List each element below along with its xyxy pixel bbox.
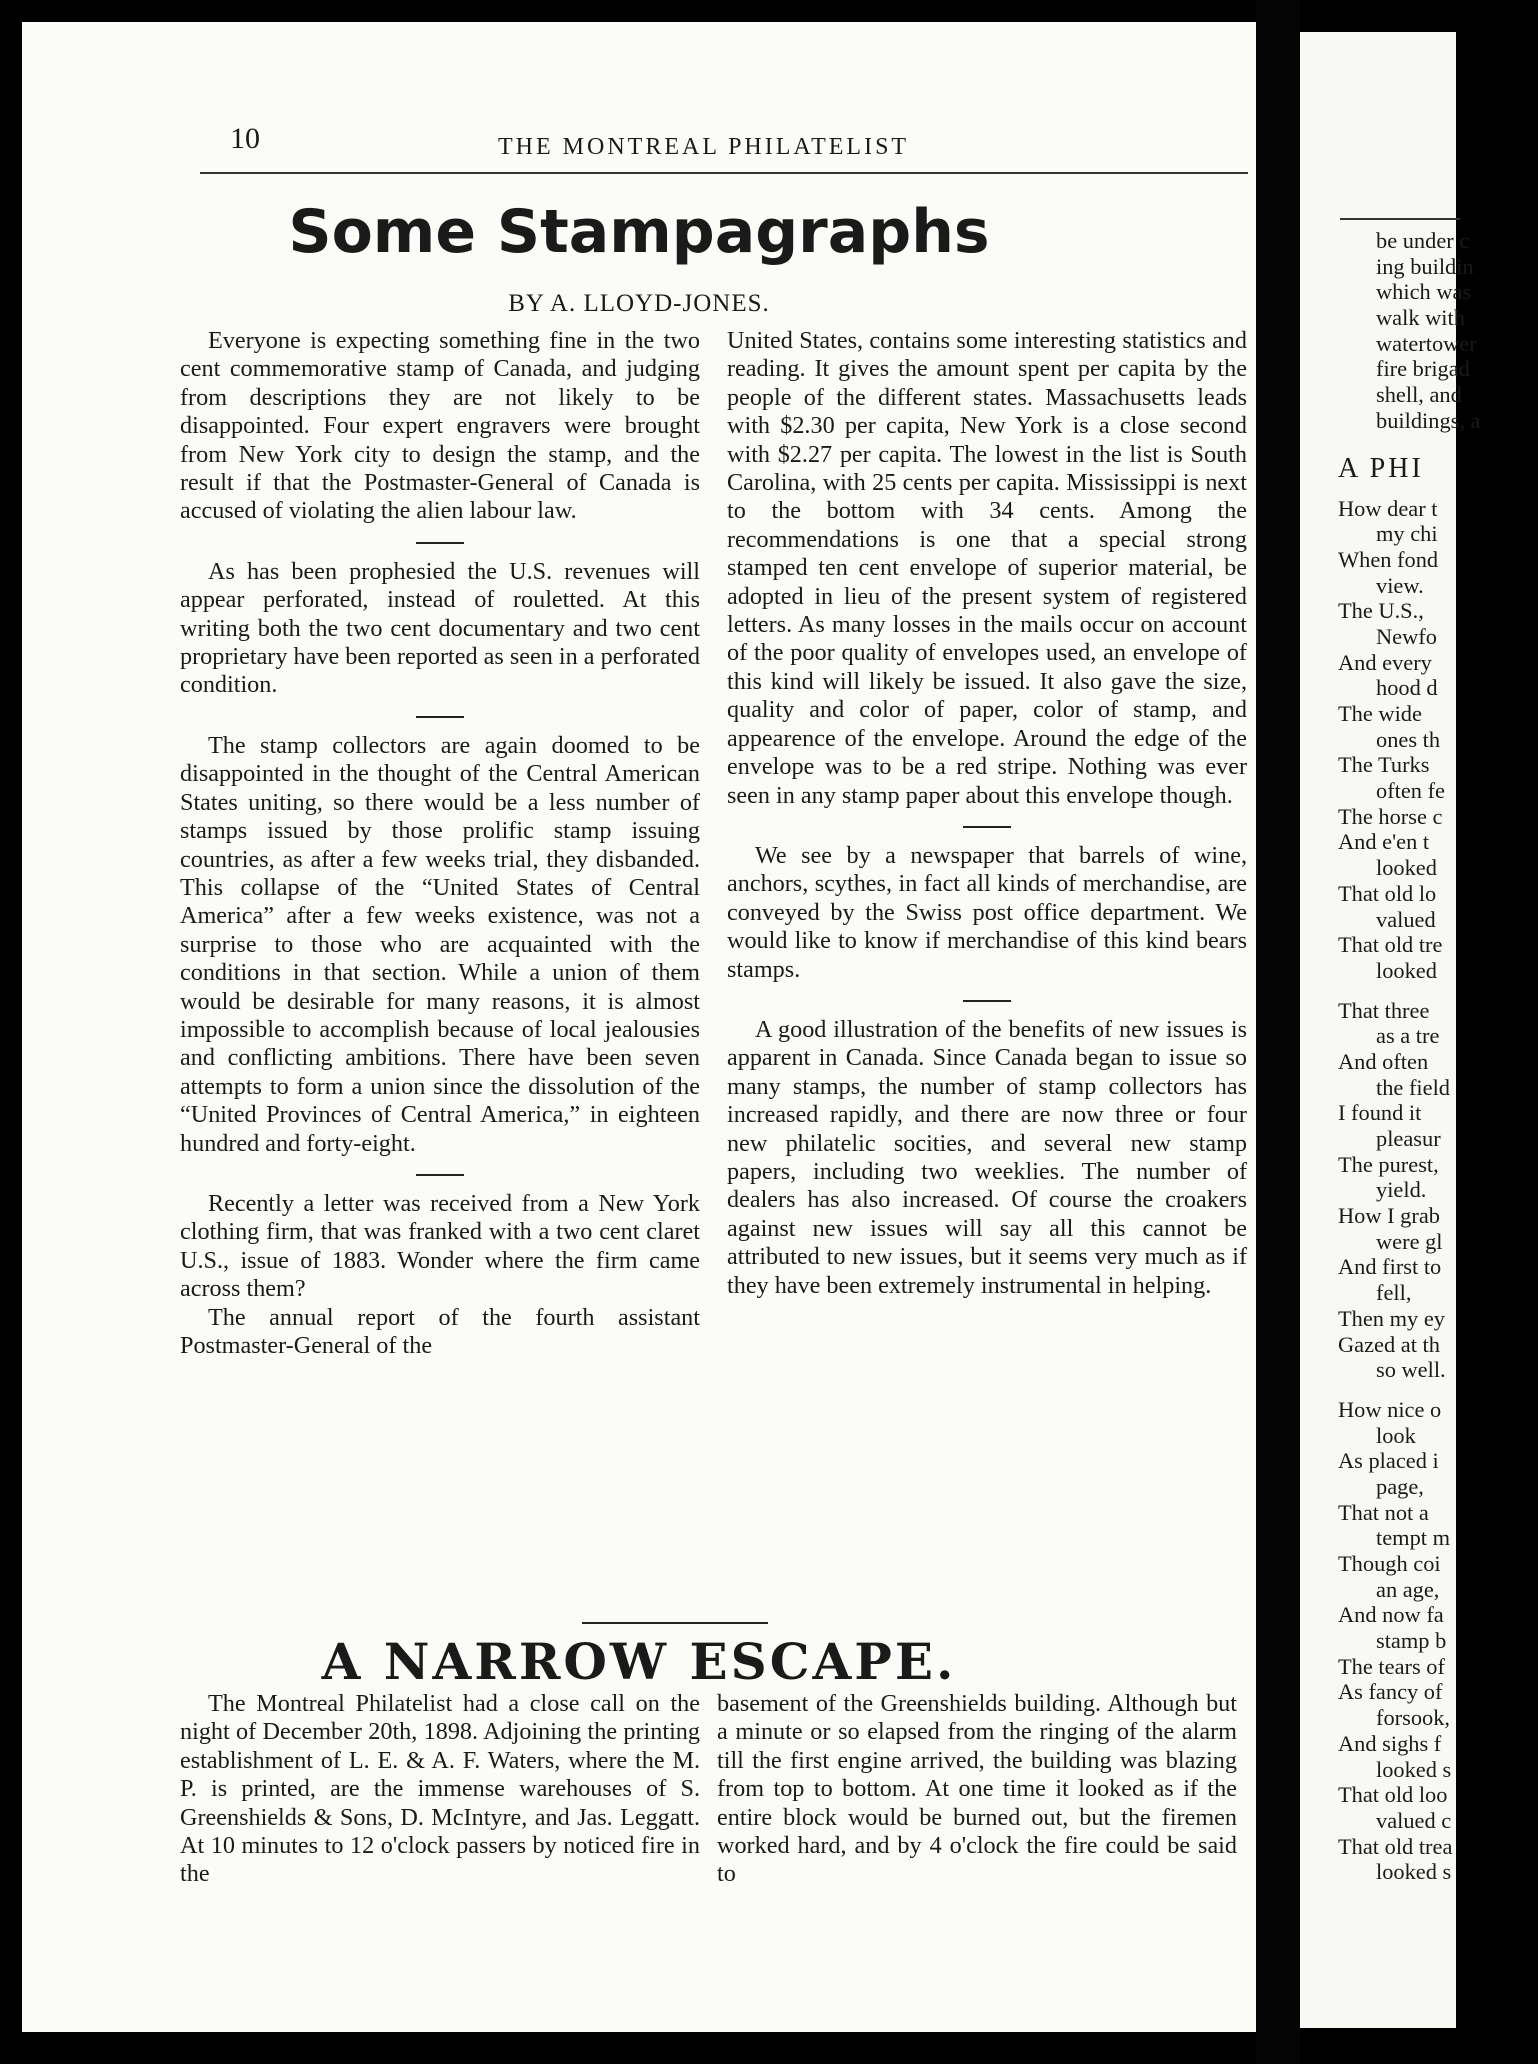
page-number: 10	[230, 122, 260, 155]
right-page-line: page,	[1376, 1473, 1424, 1499]
right-page-line: And first to	[1338, 1254, 1442, 1280]
right-page-line: Gazed at th	[1338, 1331, 1440, 1357]
right-page-line: As fancy of	[1338, 1679, 1443, 1705]
right-page-line: That old trea	[1338, 1833, 1453, 1859]
right-page-line: forsook,	[1376, 1705, 1451, 1731]
right-page-line: The Turks	[1338, 752, 1430, 778]
right-page-line: look	[1376, 1422, 1416, 1448]
right-page-line: I found it	[1338, 1100, 1422, 1126]
right-page-line: which was	[1376, 279, 1472, 305]
article-byline: BY A. LLOYD-JONES.	[508, 290, 770, 317]
right-page-line: Though coi	[1338, 1551, 1441, 1576]
section-divider	[416, 1174, 464, 1176]
article-divider	[582, 1622, 768, 1624]
paragraph: United States, contains some interesting statistics and reading. It gives the amount spent per capita by the people of the different states. Massachusetts leads with $2.30 per capita, New York is a close second with $2.27 per capita. The lowest in the list is South Carolina, with 25 cents per capita. Mississippi is next to the bottom with 34 cents. Among the recommendations is one that a special strong stamped ten cent envelope of superior material, be adopted in lieu of the present system of registered letters. As many losses in the mails occur on account of the poor quality of envelopes used, an envelope of this kind will likely be issued. It also gave the size, quality and color of paper, color of stamp, and appearence of the envelope. Around the edge of the envelope was to be a red stripe. Nothing was ever seen in any stamp paper about this envelope though.	[727, 327, 1247, 809]
right-page-line: tempt m	[1376, 1525, 1451, 1551]
right-page-line: ing buildin	[1376, 253, 1474, 279]
right-page-line: fire brigad	[1376, 356, 1470, 382]
right-page-line: When fond	[1338, 546, 1439, 572]
right-page-line: as a tre	[1376, 1023, 1440, 1049]
right-page-line: The U.S.,	[1338, 598, 1424, 624]
section-divider	[963, 1000, 1011, 1002]
paragraph: Recently a letter was received from a New York clothing firm, that was franked with a two cent claret U.S., issue of 1883. Wonder where the firm came across them?	[180, 1189, 700, 1303]
right-page-line: valued c	[1376, 1807, 1452, 1833]
right-page-line	[1338, 1383, 1538, 1397]
right-page-line: yield.	[1376, 1177, 1427, 1203]
right-page-line: That old tre	[1338, 932, 1443, 958]
paragraph: basement of the Greenshields building. Although but a minute or so elapsed from the ringing of the alarm till the first engine arrived, the building was blazing from top to bottom. At one time it looked as if the entire block would be burned out, but the firemen worked hard, and by 4 o'clock the fire could be said to	[717, 1690, 1237, 1888]
right-page-line: A PHI	[1338, 452, 1424, 484]
article2-column-1	[180, 1690, 700, 1889]
section-divider	[416, 716, 464, 718]
right-page-line: the field	[1376, 1074, 1450, 1100]
right-page-line: hood d	[1376, 675, 1438, 701]
right-page	[1300, 32, 1481, 2028]
paragraph: The Montreal Philatelist had a close call on the night of December 20th, 1898. Adjoining the printing establishment of L. E. & A. F. Waters, where the M. P. is printed, are the immense warehouses of S. Greenshields & Sons, D. McIntyre, and Jas. Leggatt. At 10 minutes to 12 o'clock passers by noticed fire in the	[180, 1690, 700, 1888]
right-page-line: And e'en t	[1338, 829, 1430, 855]
right-page-line: Newfo	[1376, 623, 1437, 649]
paragraph: A good illustration of the benefits of new issues is apparent in Canada. Since Canada began to issue so many stamps, the number of stamp collectors has increased rapidly, and there are now three or four new philatelic socities, and several new stamp papers, including two weeklies. The number of dealers has also increased. Of course the croakers against new issues will say all this cannot be attributed to new issues, but it seems very much as if they have been extremely instrumental in helping.	[727, 1015, 1247, 1299]
right-page-line: The horse c	[1338, 803, 1443, 829]
right-page-line: And now fa	[1338, 1602, 1444, 1628]
right-page-line: shell, and	[1376, 382, 1462, 408]
paragraph: The annual report of the fourth assistant Postmaster-General of the	[180, 1303, 700, 1359]
right-page-line: How dear t	[1338, 495, 1438, 521]
right-page-line: fell,	[1376, 1280, 1412, 1306]
right-page-line: That old lo	[1338, 880, 1437, 906]
right-page-line: so well.	[1376, 1357, 1446, 1383]
paragraph: We see by a newspaper that barrels of wine, anchors, scythes, in fact all kinds of merchandise, are conveyed by the Swiss post office department. We would like to know if merchandise of this kind bears stamps.	[727, 841, 1247, 983]
paragraph: As has been prophesied the U.S. revenues will appear perforated, instead of rouletted. At this writing both the two cent documentary and two cent proprietary have been reported as seen in a perforated condition.	[180, 557, 700, 699]
right-page-line: ones th	[1376, 726, 1441, 752]
right-page-line: looked	[1376, 855, 1437, 881]
right-page-line: The wide	[1338, 701, 1422, 726]
paragraph: Everyone is expecting something fine in the two cent commemorative stamp of Canada, and judging from descriptions they are not likely to be disappointed. Four expert engravers were brought from New York city to design the stamp, and the result if that the Postmaster-General of Canada is accused of violating the alien labour law.	[180, 327, 700, 525]
right-page-line: valued	[1376, 906, 1436, 932]
right-page-line: How nice o	[1338, 1396, 1442, 1422]
page-gutter	[1256, 0, 1300, 2064]
right-page-line: view.	[1376, 572, 1424, 598]
right-page-line: watertower	[1376, 330, 1477, 356]
right-page-line: That not a	[1338, 1499, 1429, 1525]
right-page-line: walk with	[1376, 305, 1465, 331]
running-head: THE MONTREAL PHILATELIST	[498, 134, 910, 160]
right-page-line: That old loo	[1338, 1782, 1448, 1808]
section-divider	[416, 542, 464, 544]
right-page-line: looked	[1376, 957, 1437, 983]
article-column-1	[180, 327, 700, 1360]
right-page-line	[1338, 434, 1538, 448]
right-page-line: And every	[1338, 649, 1432, 675]
right-page-line: looked s	[1376, 1859, 1452, 1885]
right-page-line: often fe	[1376, 778, 1445, 804]
right-page-rule	[1340, 218, 1460, 220]
right-page-line: And sighs f	[1338, 1730, 1442, 1756]
right-page-line	[1338, 984, 1538, 998]
header-rule	[200, 172, 1248, 174]
right-page-line: stamp b	[1376, 1628, 1447, 1654]
right-page-line: buildings, a	[1376, 407, 1481, 433]
right-page-line: my chi	[1376, 521, 1438, 547]
right-page-line: be under c	[1376, 228, 1470, 253]
section-divider	[963, 826, 1011, 828]
right-page-line: And often	[1338, 1048, 1429, 1074]
right-page-line: How I grab	[1338, 1203, 1440, 1229]
article-column-2	[727, 327, 1247, 1300]
right-page-line: looked s	[1376, 1756, 1452, 1782]
right-page-line: That three	[1338, 997, 1430, 1023]
right-page-line: As placed i	[1338, 1448, 1439, 1474]
right-page-line: were gl	[1376, 1228, 1443, 1254]
right-page-line: Then my ey	[1338, 1305, 1445, 1331]
right-page-line: The tears of	[1338, 1653, 1445, 1679]
right-page-line: pleasur	[1376, 1126, 1441, 1151]
article2-column-2	[717, 1690, 1237, 1889]
right-page-line: an age,	[1376, 1576, 1440, 1602]
right-page-line: The purest,	[1338, 1151, 1439, 1177]
paragraph: The stamp collectors are again doomed to be disappointed in the thought of the Central American States uniting, so there would be a less number of stamps issued by those prolific stamp issuing countries, as after a few weeks trial, they disbanded. This collapse of the “United States of Central America” after a few weeks existence, was not a surprise to those who are acquainted with the conditions in that section. While a union of them would be desirable for many reasons, it is almost impossible to accomplish because of local jealousies and conflicting ambitions. There have been seven attempts to form a union since the dissolution of the “United Provinces of Central America,” in eighteen hundred and forty-eight.	[180, 731, 700, 1157]
left-page	[22, 22, 1256, 2032]
right-page-column	[1338, 228, 1538, 1885]
article-title-narrow-escape: A NARROW ESCAPE.	[321, 1632, 957, 1691]
article-title: Some Stampagraphs	[288, 197, 990, 267]
